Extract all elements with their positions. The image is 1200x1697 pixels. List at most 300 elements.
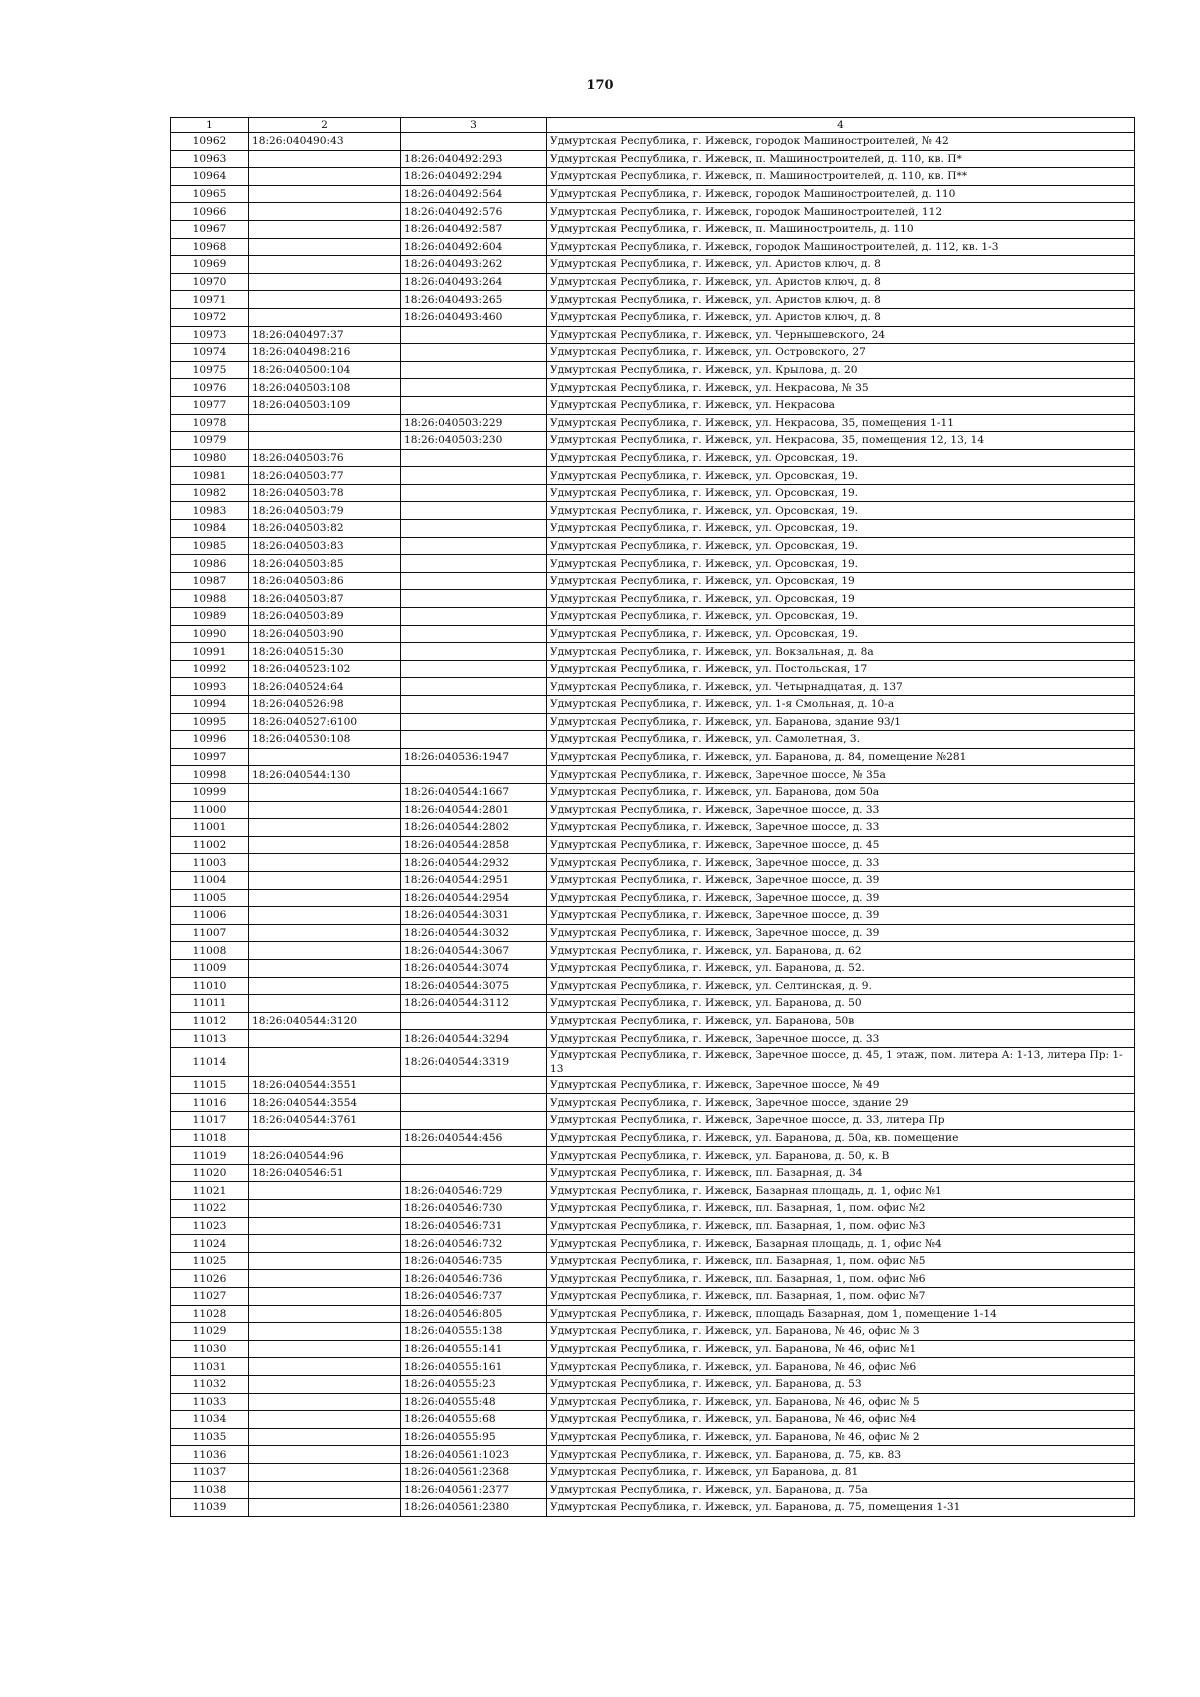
table-row [171, 1217, 1135, 1235]
table-row [171, 168, 1135, 186]
premises-cadastral-number-cell: 18:26:040536:1947 [401, 748, 547, 766]
premises-cadastral-number-cell: 18:26:040555:23 [401, 1375, 547, 1393]
cadastral-number-cell [249, 1481, 401, 1499]
premises-cadastral-number-cell: 18:26:040561:2368 [401, 1463, 547, 1481]
table-row [171, 256, 1135, 274]
premises-cadastral-number-cell [401, 484, 547, 502]
table-row [171, 907, 1135, 925]
address-cell: Удмуртская Республика, г. Ижевск, ул. Баранова, д. 75, кв. 83 [547, 1446, 1135, 1464]
table-row [171, 273, 1135, 291]
premises-cadastral-number-cell [401, 660, 547, 678]
row-number-cell: 11005 [171, 889, 249, 907]
address-cell: Удмуртская Республика, г. Ижевск, ул. Аристов ключ, д. 8 [547, 308, 1135, 326]
premises-cadastral-number-cell: 18:26:040493:264 [401, 273, 547, 291]
row-number-cell: 10970 [171, 273, 249, 291]
cadastral-number-cell [249, 907, 401, 925]
premises-cadastral-number-cell [401, 133, 547, 151]
premises-cadastral-number-cell: 18:26:040492:564 [401, 185, 547, 203]
cadastral-number-cell [249, 1393, 401, 1411]
cadastral-number-cell [249, 238, 401, 256]
table-row [171, 572, 1135, 590]
row-number-cell: 11036 [171, 1446, 249, 1464]
address-cell: Удмуртская Республика, г. Ижевск, пл. Базарная, 1, пом. офис №6 [547, 1270, 1135, 1288]
address-cell: Удмуртская Республика, г. Ижевск, Заречное шоссе, № 49 [547, 1076, 1135, 1094]
cadastral-number-cell: 18:26:040490:43 [249, 133, 401, 151]
cadastral-number-cell [249, 836, 401, 854]
address-cell: Удмуртская Республика, г. Ижевск, ул Баранова, д. 81 [547, 1463, 1135, 1481]
premises-cadastral-number-cell: 18:26:040555:141 [401, 1340, 547, 1358]
table-row [171, 467, 1135, 485]
row-number-cell: 10995 [171, 713, 249, 731]
address-cell: Удмуртская Республика, г. Ижевск, Заречное шоссе, здание 29 [547, 1094, 1135, 1112]
address-cell: Удмуртская Республика, г. Ижевск, ул. Баранова, № 46, офис № 3 [547, 1323, 1135, 1341]
cadastral-number-cell: 18:26:040526:98 [249, 696, 401, 714]
cadastral-number-cell: 18:26:040503:109 [249, 396, 401, 414]
address-cell: Удмуртская Республика, г. Ижевск, Заречное шоссе, д. 45, 1 этаж, пом. литера А: 1-13, литера Пр: 1-13 [547, 1047, 1135, 1076]
address-cell: Удмуртская Республика, г. Ижевск, ул. Орсовская, 19 [547, 572, 1135, 590]
premises-cadastral-number-cell [401, 1112, 547, 1130]
cadastral-number-cell: 18:26:040515:30 [249, 643, 401, 661]
table-row [171, 238, 1135, 256]
address-cell: Удмуртская Республика, г. Ижевск, ул. Крылова, д. 20 [547, 361, 1135, 379]
cadastral-number-cell [249, 871, 401, 889]
cadastral-number-cell: 18:26:040503:82 [249, 520, 401, 538]
row-number-cell: 11002 [171, 836, 249, 854]
cadastral-number-cell [249, 819, 401, 837]
row-number-cell: 10993 [171, 678, 249, 696]
row-number-cell: 11035 [171, 1428, 249, 1446]
table-row [171, 995, 1135, 1013]
cadastral-number-cell [249, 1288, 401, 1306]
row-number-cell: 10982 [171, 484, 249, 502]
row-number-cell: 11000 [171, 801, 249, 819]
premises-cadastral-number-cell: 18:26:040544:3031 [401, 907, 547, 925]
row-number-cell: 11004 [171, 871, 249, 889]
row-number-cell: 11030 [171, 1340, 249, 1358]
premises-cadastral-number-cell: 18:26:040546:735 [401, 1252, 547, 1270]
row-number-cell: 10974 [171, 344, 249, 362]
address-cell: Удмуртская Республика, г. Ижевск, пл. Базарная, 1, пом. офис №3 [547, 1217, 1135, 1235]
cadastral-number-cell [249, 1252, 401, 1270]
premises-cadastral-number-cell [401, 396, 547, 414]
premises-cadastral-number-cell: 18:26:040544:2802 [401, 819, 547, 837]
premises-cadastral-number-cell: 18:26:040546:731 [401, 1217, 547, 1235]
address-cell: Удмуртская Республика, г. Ижевск, Заречное шоссе, д. 33 [547, 1030, 1135, 1048]
table-row [171, 625, 1135, 643]
premises-cadastral-number-cell [401, 502, 547, 520]
cadastral-number-cell [249, 801, 401, 819]
premises-cadastral-number-cell: 18:26:040544:2932 [401, 854, 547, 872]
row-number-cell: 10987 [171, 572, 249, 590]
address-cell: Удмуртская Республика, г. Ижевск, городок Машиностроителей, № 42 [547, 133, 1135, 151]
table-row [171, 537, 1135, 555]
cadastral-number-cell [249, 1047, 401, 1076]
row-number-cell: 10978 [171, 414, 249, 432]
table-row [171, 379, 1135, 397]
table-row [171, 731, 1135, 749]
premises-cadastral-number-cell [401, 520, 547, 538]
table-row [171, 590, 1135, 608]
premises-cadastral-number-cell [401, 1076, 547, 1094]
cadastral-number-cell [249, 432, 401, 450]
table-row [171, 344, 1135, 362]
cadastral-number-cell [249, 168, 401, 186]
row-number-cell: 10996 [171, 731, 249, 749]
premises-cadastral-number-cell: 18:26:040546:730 [401, 1200, 547, 1218]
address-cell: Удмуртская Республика, г. Ижевск, ул. Постольская, 17 [547, 660, 1135, 678]
cadastral-number-cell: 18:26:040503:85 [249, 555, 401, 573]
premises-cadastral-number-cell: 18:26:040544:1667 [401, 783, 547, 801]
row-number-cell: 10976 [171, 379, 249, 397]
cadastral-number-cell: 18:26:040523:102 [249, 660, 401, 678]
address-cell: Удмуртская Республика, г. Ижевск, ул. Баранова, д. 75а [547, 1481, 1135, 1499]
address-cell: Удмуртская Республика, г. Ижевск, городок Машиностроителей, 112 [547, 203, 1135, 221]
row-number-cell: 10994 [171, 696, 249, 714]
premises-cadastral-number-cell [401, 643, 547, 661]
cadastral-number-cell [249, 1200, 401, 1218]
row-number-cell: 10967 [171, 220, 249, 238]
cadastral-number-cell: 18:26:040544:3551 [249, 1076, 401, 1094]
premises-cadastral-number-cell: 18:26:040544:2954 [401, 889, 547, 907]
address-cell: Удмуртская Республика, г. Ижевск, ул. Баранова, д. 52. [547, 959, 1135, 977]
address-cell: Удмуртская Республика, г. Ижевск, ул. Баранова, № 46, офис №6 [547, 1358, 1135, 1376]
address-cell: Удмуртская Республика, г. Ижевск, ул. Аристов ключ, д. 8 [547, 273, 1135, 291]
premises-cadastral-number-cell: 18:26:040555:138 [401, 1323, 547, 1341]
premises-cadastral-number-cell: 18:26:040503:230 [401, 432, 547, 450]
row-number-cell: 11009 [171, 959, 249, 977]
address-cell: Удмуртская Республика, г. Ижевск, ул. Баранова, 50в [547, 1012, 1135, 1030]
cadastral-number-cell: 18:26:040503:77 [249, 467, 401, 485]
address-cell: Удмуртская Республика, г. Ижевск, ул. 1-я Смольная, д. 10-а [547, 696, 1135, 714]
premises-cadastral-number-cell: 18:26:040492:576 [401, 203, 547, 221]
address-cell: Удмуртская Республика, г. Ижевск, ул. Некрасова [547, 396, 1135, 414]
row-number-cell: 11013 [171, 1030, 249, 1048]
cadastral-number-cell [249, 1358, 401, 1376]
cadastral-number-cell: 18:26:040498:216 [249, 344, 401, 362]
row-number-cell: 11032 [171, 1375, 249, 1393]
table-row [171, 836, 1135, 854]
row-number-cell: 11023 [171, 1217, 249, 1235]
cadastral-number-cell [249, 308, 401, 326]
premises-cadastral-number-cell [401, 713, 547, 731]
premises-cadastral-number-cell: 18:26:040544:3074 [401, 959, 547, 977]
row-number-cell: 10983 [171, 502, 249, 520]
cadastral-number-cell [249, 273, 401, 291]
cadastral-number-cell [249, 185, 401, 203]
table-row [171, 1340, 1135, 1358]
address-cell: Удмуртская Республика, г. Ижевск, ул. Баранова, № 46, офис №4 [547, 1411, 1135, 1429]
cadastral-number-cell [249, 783, 401, 801]
row-number-cell: 10997 [171, 748, 249, 766]
table-row [171, 1393, 1135, 1411]
premises-cadastral-number-cell: 18:26:040546:737 [401, 1288, 547, 1306]
cadastral-number-cell: 18:26:040503:78 [249, 484, 401, 502]
row-number-cell: 11008 [171, 942, 249, 960]
column-header: 4 [547, 118, 1135, 133]
address-cell: Удмуртская Республика, г. Ижевск, Заречное шоссе, д. 33 [547, 801, 1135, 819]
cadastral-number-cell: 18:26:040544:130 [249, 766, 401, 784]
row-number-cell: 10972 [171, 308, 249, 326]
table-row [171, 1047, 1135, 1076]
premises-cadastral-number-cell: 18:26:040493:265 [401, 291, 547, 309]
table-row [171, 1323, 1135, 1341]
table-row [171, 1200, 1135, 1218]
row-number-cell: 10985 [171, 537, 249, 555]
address-cell: Удмуртская Республика, г. Ижевск, ул. Аристов ключ, д. 8 [547, 256, 1135, 274]
row-number-cell: 10965 [171, 185, 249, 203]
row-number-cell: 11012 [171, 1012, 249, 1030]
premises-cadastral-number-cell: 18:26:040544:2801 [401, 801, 547, 819]
address-cell: Удмуртская Республика, г. Ижевск, ул. Некрасова, 35, помещения 12, 13, 14 [547, 432, 1135, 450]
cadastral-number-cell [249, 977, 401, 995]
premises-cadastral-number-cell [401, 678, 547, 696]
table-row [171, 520, 1135, 538]
address-cell: Удмуртская Республика, г. Ижевск, ул. Баранова, дом 50а [547, 783, 1135, 801]
cadastral-number-cell [249, 1030, 401, 1048]
row-number-cell: 11022 [171, 1200, 249, 1218]
premises-cadastral-number-cell: 18:26:040492:294 [401, 168, 547, 186]
address-cell: Удмуртская Республика, г. Ижевск, ул. Баранова, д. 50а, кв. помещение [547, 1129, 1135, 1147]
table-row [171, 361, 1135, 379]
table-row [171, 502, 1135, 520]
row-number-cell: 10962 [171, 133, 249, 151]
cadastral-number-cell [249, 414, 401, 432]
cadastral-number-cell [249, 256, 401, 274]
address-cell: Удмуртская Республика, г. Ижевск, пл. Базарная, 1, пом. офис №2 [547, 1200, 1135, 1218]
cadastral-number-cell: 18:26:040503:83 [249, 537, 401, 555]
row-number-cell: 11025 [171, 1252, 249, 1270]
address-cell: Удмуртская Республика, г. Ижевск, ул. Некрасова, 35, помещения 1-11 [547, 414, 1135, 432]
row-number-cell: 11026 [171, 1270, 249, 1288]
cadastral-number-cell [249, 889, 401, 907]
premises-cadastral-number-cell: 18:26:040493:460 [401, 308, 547, 326]
address-cell: Удмуртская Республика, г. Ижевск, ул. Некрасова, № 35 [547, 379, 1135, 397]
address-cell: Удмуртская Республика, г. Ижевск, ул. Баранова, д. 50, к. В [547, 1147, 1135, 1165]
address-cell: Удмуртская Республика, г. Ижевск, Заречное шоссе, д. 39 [547, 907, 1135, 925]
row-number-cell: 10964 [171, 168, 249, 186]
address-cell: Удмуртская Республика, г. Ижевск, ул. Чернышевского, 24 [547, 326, 1135, 344]
premises-cadastral-number-cell: 18:26:040544:3075 [401, 977, 547, 995]
table-row [171, 1076, 1135, 1094]
cadastral-number-cell [249, 150, 401, 168]
premises-cadastral-number-cell [401, 379, 547, 397]
table-row [171, 1411, 1135, 1429]
cadastral-number-cell [249, 924, 401, 942]
premises-cadastral-number-cell: 18:26:040544:3032 [401, 924, 547, 942]
premises-cadastral-number-cell: 18:26:040546:736 [401, 1270, 547, 1288]
premises-cadastral-number-cell [401, 625, 547, 643]
address-cell: Удмуртская Республика, г. Ижевск, ул. Аристов ключ, д. 8 [547, 291, 1135, 309]
table-row [171, 1112, 1135, 1130]
address-cell: Удмуртская Республика, г. Ижевск, ул. Орсовская, 19. [547, 484, 1135, 502]
row-number-cell: 11028 [171, 1305, 249, 1323]
premises-cadastral-number-cell: 18:26:040546:729 [401, 1182, 547, 1200]
address-cell: Удмуртская Республика, г. Ижевск, Заречное шоссе, д. 39 [547, 889, 1135, 907]
address-cell: Удмуртская Республика, г. Ижевск, ул. Островского, 27 [547, 344, 1135, 362]
cadastral-number-cell: 18:26:040544:3554 [249, 1094, 401, 1112]
address-cell: Удмуртская Республика, г. Ижевск, п. Машиностроитель, д. 110 [547, 220, 1135, 238]
column-header: 2 [249, 118, 401, 133]
cadastral-number-cell [249, 1340, 401, 1358]
cadastral-number-cell [249, 995, 401, 1013]
table-row [171, 308, 1135, 326]
address-cell: Удмуртская Республика, г. Ижевск, ул. Самолетная, 3. [547, 731, 1135, 749]
address-cell: Удмуртская Республика, г. Ижевск, ул. Орсовская, 19. [547, 467, 1135, 485]
row-number-cell: 10981 [171, 467, 249, 485]
premises-cadastral-number-cell [401, 361, 547, 379]
table-row [171, 1129, 1135, 1147]
address-cell: Удмуртская Республика, г. Ижевск, ул. Орсовская, 19. [547, 520, 1135, 538]
cadastral-number-cell: 18:26:040503:76 [249, 449, 401, 467]
row-number-cell: 11029 [171, 1323, 249, 1341]
cadastral-number-cell: 18:26:040527:6100 [249, 713, 401, 731]
row-number-cell: 10973 [171, 326, 249, 344]
address-cell: Удмуртская Республика, г. Ижевск, ул. Баранова, д. 75, помещения 1-31 [547, 1499, 1135, 1517]
cadastral-number-cell [249, 1428, 401, 1446]
premises-cadastral-number-cell: 18:26:040544:3294 [401, 1030, 547, 1048]
row-number-cell: 11038 [171, 1481, 249, 1499]
row-number-cell: 11034 [171, 1411, 249, 1429]
table-row [171, 1428, 1135, 1446]
row-number-cell: 10968 [171, 238, 249, 256]
table-row [171, 150, 1135, 168]
address-cell: Удмуртская Республика, г. Ижевск, ул. Орсовская, 19 [547, 590, 1135, 608]
address-cell: Удмуртская Республика, г. Ижевск, Базарная площадь, д. 1, офис №1 [547, 1182, 1135, 1200]
premises-cadastral-number-cell [401, 1164, 547, 1182]
row-number-cell: 11020 [171, 1164, 249, 1182]
table-row [171, 1235, 1135, 1253]
row-number-cell: 10975 [171, 361, 249, 379]
cadastral-number-cell [249, 291, 401, 309]
table-row [171, 1499, 1135, 1517]
premises-cadastral-number-cell [401, 696, 547, 714]
table-row [171, 643, 1135, 661]
premises-cadastral-number-cell: 18:26:040492:587 [401, 220, 547, 238]
premises-cadastral-number-cell: 18:26:040544:3319 [401, 1047, 547, 1076]
cadastral-number-cell: 18:26:040544:3120 [249, 1012, 401, 1030]
premises-cadastral-number-cell: 18:26:040561:2380 [401, 1499, 547, 1517]
row-number-cell: 10980 [171, 449, 249, 467]
address-cell: Удмуртская Республика, г. Ижевск, ул. Баранова, № 46, офис № 5 [547, 1393, 1135, 1411]
address-cell: Удмуртская Республика, г. Ижевск, ул. Баранова, д. 62 [547, 942, 1135, 960]
page-number: 170 [586, 78, 614, 93]
address-cell: Удмуртская Республика, г. Ижевск, пл. Базарная, 1, пом. офис №7 [547, 1288, 1135, 1306]
row-number-cell: 10971 [171, 291, 249, 309]
premises-cadastral-number-cell [401, 326, 547, 344]
cadastral-number-cell [249, 959, 401, 977]
premises-cadastral-number-cell: 18:26:040561:1023 [401, 1446, 547, 1464]
row-number-cell: 11016 [171, 1094, 249, 1112]
table-row [171, 396, 1135, 414]
row-number-cell: 11017 [171, 1112, 249, 1130]
cadastral-number-cell: 18:26:040524:64 [249, 678, 401, 696]
row-number-cell: 10998 [171, 766, 249, 784]
address-cell: Удмуртская Республика, г. Ижевск, площадь Базарная, дом 1, помещение 1-14 [547, 1305, 1135, 1323]
cadastral-number-cell [249, 1323, 401, 1341]
row-number-cell: 11031 [171, 1358, 249, 1376]
table-row [171, 555, 1135, 573]
table-row [171, 1164, 1135, 1182]
premises-cadastral-number-cell: 18:26:040544:2951 [401, 871, 547, 889]
premises-cadastral-number-cell [401, 1094, 547, 1112]
table-row [171, 326, 1135, 344]
table-row [171, 748, 1135, 766]
premises-cadastral-number-cell: 18:26:040555:68 [401, 1411, 547, 1429]
cadastral-number-cell: 18:26:040503:87 [249, 590, 401, 608]
column-header: 3 [401, 118, 547, 133]
row-number-cell: 11019 [171, 1147, 249, 1165]
row-number-cell: 11024 [171, 1235, 249, 1253]
row-number-cell: 10969 [171, 256, 249, 274]
premises-cadastral-number-cell [401, 731, 547, 749]
row-number-cell: 10963 [171, 150, 249, 168]
premises-cadastral-number-cell: 18:26:040555:48 [401, 1393, 547, 1411]
premises-cadastral-number-cell: 18:26:040492:604 [401, 238, 547, 256]
row-number-cell: 11003 [171, 854, 249, 872]
premises-cadastral-number-cell: 18:26:040544:456 [401, 1129, 547, 1147]
table-row [171, 1147, 1135, 1165]
table-row [171, 1270, 1135, 1288]
table-row [171, 484, 1135, 502]
cadastral-number-cell [249, 1270, 401, 1288]
address-cell: Удмуртская Республика, г. Ижевск, ул. Баранова, здание 93/1 [547, 713, 1135, 731]
address-cell: Удмуртская Республика, г. Ижевск, ул. Орсовская, 19. [547, 555, 1135, 573]
row-number-cell: 11011 [171, 995, 249, 1013]
address-cell: Удмуртская Республика, г. Ижевск, пл. Базарная, д. 34 [547, 1164, 1135, 1182]
cadastral-number-cell [249, 203, 401, 221]
table-row [171, 220, 1135, 238]
table-row [171, 1358, 1135, 1376]
table-row [171, 959, 1135, 977]
row-number-cell: 11021 [171, 1182, 249, 1200]
cadastral-number-cell [249, 1499, 401, 1517]
row-number-cell: 10989 [171, 608, 249, 626]
address-cell: Удмуртская Республика, г. Ижевск, городок Машиностроителей, д. 112, кв. 1-3 [547, 238, 1135, 256]
address-cell: Удмуртская Республика, г. Ижевск, Заречное шоссе, д. 39 [547, 924, 1135, 942]
table-header-row [171, 118, 1135, 133]
row-number-cell: 11014 [171, 1047, 249, 1076]
premises-cadastral-number-cell: 18:26:040503:229 [401, 414, 547, 432]
table-row [171, 1305, 1135, 1323]
row-number-cell: 11010 [171, 977, 249, 995]
address-cell: Удмуртская Республика, г. Ижевск, ул. Орсовская, 19. [547, 537, 1135, 555]
column-header: 1 [171, 118, 249, 133]
premises-cadastral-number-cell [401, 467, 547, 485]
table-row [171, 185, 1135, 203]
cadastral-number-cell [249, 942, 401, 960]
premises-cadastral-number-cell: 18:26:040544:3112 [401, 995, 547, 1013]
cadastral-number-cell: 18:26:040530:108 [249, 731, 401, 749]
premises-cadastral-number-cell: 18:26:040492:293 [401, 150, 547, 168]
table-row [171, 713, 1135, 731]
address-cell: Удмуртская Республика, г. Ижевск, ул. Орсовская, 19. [547, 449, 1135, 467]
cadastral-number-cell: 18:26:040546:51 [249, 1164, 401, 1182]
cadastral-number-cell: 18:26:040503:89 [249, 608, 401, 626]
address-cell: Удмуртская Республика, г. Ижевск, ул. Баранова, № 46, офис № 2 [547, 1428, 1135, 1446]
table-row [171, 1375, 1135, 1393]
table-row [171, 889, 1135, 907]
row-number-cell: 10979 [171, 432, 249, 450]
cadastral-number-cell [249, 1375, 401, 1393]
table-row [171, 133, 1135, 151]
premises-cadastral-number-cell [401, 555, 547, 573]
premises-cadastral-number-cell [401, 344, 547, 362]
cadastral-number-cell: 18:26:040500:104 [249, 361, 401, 379]
cadastral-number-cell [249, 1235, 401, 1253]
address-cell: Удмуртская Республика, г. Ижевск, Базарная площадь, д. 1, офис №4 [547, 1235, 1135, 1253]
row-number-cell: 10986 [171, 555, 249, 573]
table-row [171, 696, 1135, 714]
